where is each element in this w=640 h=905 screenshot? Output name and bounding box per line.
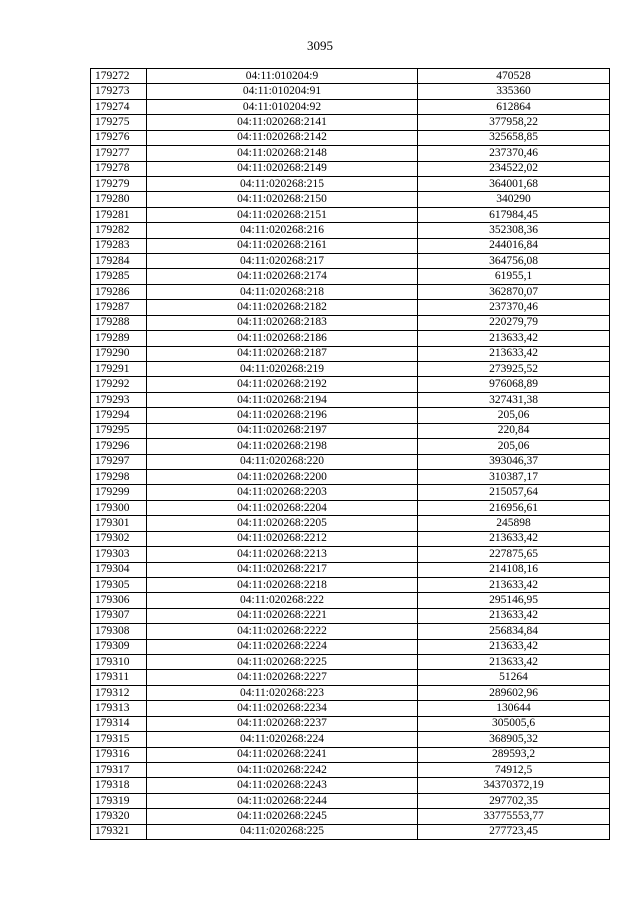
row-number-cell: 179283: [91, 238, 147, 253]
value-cell: 297702,35: [418, 793, 610, 808]
table-row: [91, 732, 610, 747]
value-cell: 325658,85: [418, 130, 610, 145]
row-number-cell: 179278: [91, 161, 147, 176]
cadastral-number-cell: 04:11:020268:219: [147, 362, 418, 377]
value-cell: 213633,42: [418, 346, 610, 361]
cadastral-number-cell: 04:11:020268:223: [147, 685, 418, 700]
table-row: [91, 593, 610, 608]
value-cell: 244016,84: [418, 238, 610, 253]
row-number-cell: 179293: [91, 392, 147, 407]
cadastral-number-cell: 04:11:020268:2222: [147, 624, 418, 639]
cadastral-number-cell: 04:11:020268:216: [147, 223, 418, 238]
table-row: [91, 176, 610, 191]
row-number-cell: 179315: [91, 732, 147, 747]
table-row: [91, 269, 610, 284]
row-number-cell: 179276: [91, 130, 147, 145]
table-row: [91, 454, 610, 469]
row-number-cell: 179316: [91, 747, 147, 762]
row-number-cell: 179299: [91, 485, 147, 500]
row-number-cell: 179317: [91, 762, 147, 777]
table-row: [91, 577, 610, 592]
row-number-cell: 179308: [91, 624, 147, 639]
table-row: [91, 608, 610, 623]
value-cell: 310387,17: [418, 469, 610, 484]
value-cell: 237370,46: [418, 300, 610, 315]
value-cell: 130644: [418, 701, 610, 716]
cadastral-number-cell: 04:11:020268:2194: [147, 392, 418, 407]
row-number-cell: 179280: [91, 192, 147, 207]
value-cell: 273925,52: [418, 362, 610, 377]
table-row: [91, 469, 610, 484]
row-number-cell: 179298: [91, 469, 147, 484]
cadastral-number-cell: 04:11:020268:2183: [147, 315, 418, 330]
row-number-cell: 179291: [91, 362, 147, 377]
table-row: [91, 423, 610, 438]
cadastral-number-cell: 04:11:020268:2197: [147, 423, 418, 438]
table-row: [91, 562, 610, 577]
table-row: [91, 408, 610, 423]
value-cell: 213633,42: [418, 608, 610, 623]
table-row: [91, 701, 610, 716]
value-cell: 368905,32: [418, 732, 610, 747]
value-cell: 256834,84: [418, 624, 610, 639]
cadastral-number-cell: 04:11:020268:2224: [147, 639, 418, 654]
value-cell: 277723,45: [418, 824, 610, 839]
row-number-cell: 179310: [91, 655, 147, 670]
value-cell: 364756,08: [418, 254, 610, 269]
table-row: [91, 639, 610, 654]
cadastral-value-table: [90, 68, 610, 840]
value-cell: 34370372,19: [418, 778, 610, 793]
row-number-cell: 179319: [91, 793, 147, 808]
row-number-cell: 179279: [91, 176, 147, 191]
value-cell: 33775553,77: [418, 809, 610, 824]
row-number-cell: 179305: [91, 577, 147, 592]
cadastral-number-cell: 04:11:020268:2243: [147, 778, 418, 793]
table-row: [91, 84, 610, 99]
value-cell: 205,06: [418, 439, 610, 454]
table-row: [91, 685, 610, 700]
cadastral-number-cell: 04:11:010204:9: [147, 69, 418, 84]
cadastral-number-cell: 04:11:020268:215: [147, 176, 418, 191]
row-number-cell: 179309: [91, 639, 147, 654]
table-row: [91, 331, 610, 346]
cadastral-number-cell: 04:11:020268:2187: [147, 346, 418, 361]
row-number-cell: 179302: [91, 531, 147, 546]
value-cell: 305005,6: [418, 716, 610, 731]
row-number-cell: 179292: [91, 377, 147, 392]
row-number-cell: 179288: [91, 315, 147, 330]
table-row: [91, 254, 610, 269]
row-number-cell: 179320: [91, 809, 147, 824]
value-cell: 393046,37: [418, 454, 610, 469]
table-row: [91, 192, 610, 207]
row-number-cell: 179289: [91, 331, 147, 346]
table-row: [91, 547, 610, 562]
value-cell: 220,84: [418, 423, 610, 438]
table-row: [91, 655, 610, 670]
table-row: [91, 362, 610, 377]
cadastral-number-cell: 04:11:020268:2149: [147, 161, 418, 176]
row-number-cell: 179321: [91, 824, 147, 839]
cadastral-number-cell: 04:11:020268:2225: [147, 655, 418, 670]
row-number-cell: 179287: [91, 300, 147, 315]
cadastral-number-cell: 04:11:020268:2151: [147, 207, 418, 222]
value-cell: 377958,22: [418, 115, 610, 130]
row-number-cell: 179303: [91, 547, 147, 562]
cadastral-number-cell: 04:11:020268:2217: [147, 562, 418, 577]
row-number-cell: 179295: [91, 423, 147, 438]
table-row: [91, 392, 610, 407]
table-row: [91, 793, 610, 808]
value-cell: 289602,96: [418, 685, 610, 700]
cadastral-number-cell: 04:11:020268:2161: [147, 238, 418, 253]
row-number-cell: 179284: [91, 254, 147, 269]
cadastral-number-cell: 04:11:020268:217: [147, 254, 418, 269]
table-row: [91, 516, 610, 531]
table-body: [91, 69, 610, 840]
row-number-cell: 179286: [91, 284, 147, 299]
table-row: [91, 315, 610, 330]
row-number-cell: 179294: [91, 408, 147, 423]
row-number-cell: 179274: [91, 99, 147, 114]
row-number-cell: 179300: [91, 500, 147, 515]
value-cell: 352308,36: [418, 223, 610, 238]
cadastral-number-cell: 04:11:020268:2150: [147, 192, 418, 207]
cadastral-number-cell: 04:11:020268:2142: [147, 130, 418, 145]
cadastral-number-cell: 04:11:020268:224: [147, 732, 418, 747]
cadastral-number-cell: 04:11:010204:91: [147, 84, 418, 99]
row-number-cell: 179307: [91, 608, 147, 623]
cadastral-number-cell: 04:11:020268:2174: [147, 269, 418, 284]
table-row: [91, 300, 610, 315]
cadastral-number-cell: 04:11:020268:2200: [147, 469, 418, 484]
value-cell: 327431,38: [418, 392, 610, 407]
table-row: [91, 346, 610, 361]
value-cell: 213633,42: [418, 655, 610, 670]
value-cell: 227875,65: [418, 547, 610, 562]
value-cell: 976068,89: [418, 377, 610, 392]
row-number-cell: 179312: [91, 685, 147, 700]
value-cell: 364001,68: [418, 176, 610, 191]
row-number-cell: 179285: [91, 269, 147, 284]
cadastral-number-cell: 04:11:020268:2148: [147, 146, 418, 161]
table-row: [91, 146, 610, 161]
cadastral-number-cell: 04:11:020268:2227: [147, 670, 418, 685]
value-cell: 61955,1: [418, 269, 610, 284]
table-row: [91, 778, 610, 793]
page-number: 3095: [307, 38, 333, 53]
value-cell: 214108,16: [418, 562, 610, 577]
value-cell: 470528: [418, 69, 610, 84]
row-number-cell: 179282: [91, 223, 147, 238]
value-cell: 213633,42: [418, 577, 610, 592]
row-number-cell: 179273: [91, 84, 147, 99]
value-cell: 245898: [418, 516, 610, 531]
value-cell: 215057,64: [418, 485, 610, 500]
cadastral-number-cell: 04:11:020268:2196: [147, 408, 418, 423]
cadastral-number-cell: 04:11:020268:2213: [147, 547, 418, 562]
value-cell: 213633,42: [418, 639, 610, 654]
cadastral-number-cell: 04:11:020268:2198: [147, 439, 418, 454]
row-number-cell: 179275: [91, 115, 147, 130]
cadastral-number-cell: 04:11:020268:2192: [147, 377, 418, 392]
table-row: [91, 439, 610, 454]
value-cell: 234522,02: [418, 161, 610, 176]
value-cell: 335360: [418, 84, 610, 99]
row-number-cell: 179290: [91, 346, 147, 361]
table-row: [91, 99, 610, 114]
row-number-cell: 179314: [91, 716, 147, 731]
cadastral-number-cell: 04:11:020268:2186: [147, 331, 418, 346]
table-row: [91, 284, 610, 299]
cadastral-number-cell: 04:11:020268:2204: [147, 500, 418, 515]
value-cell: 213633,42: [418, 531, 610, 546]
row-number-cell: 179311: [91, 670, 147, 685]
cadastral-number-cell: 04:11:020268:2218: [147, 577, 418, 592]
table-row: [91, 531, 610, 546]
value-cell: 213633,42: [418, 331, 610, 346]
cadastral-number-cell: 04:11:020268:2245: [147, 809, 418, 824]
cadastral-number-cell: 04:11:020268:2221: [147, 608, 418, 623]
value-cell: 220279,79: [418, 315, 610, 330]
row-number-cell: 179318: [91, 778, 147, 793]
table-row: [91, 69, 610, 84]
row-number-cell: 179281: [91, 207, 147, 222]
table-row: [91, 207, 610, 222]
table-row: [91, 238, 610, 253]
cadastral-number-cell: 04:11:020268:2237: [147, 716, 418, 731]
value-cell: 362870,07: [418, 284, 610, 299]
row-number-cell: 179313: [91, 701, 147, 716]
table-row: [91, 485, 610, 500]
row-number-cell: 179301: [91, 516, 147, 531]
table-row: [91, 716, 610, 731]
value-cell: 216956,61: [418, 500, 610, 515]
table-row: [91, 762, 610, 777]
value-cell: 612864: [418, 99, 610, 114]
value-cell: 289593,2: [418, 747, 610, 762]
row-number-cell: 179272: [91, 69, 147, 84]
table-row: [91, 115, 610, 130]
cadastral-number-cell: 04:11:020268:2205: [147, 516, 418, 531]
cadastral-number-cell: 04:11:020268:2242: [147, 762, 418, 777]
row-number-cell: 179304: [91, 562, 147, 577]
value-cell: 205,06: [418, 408, 610, 423]
table-row: [91, 377, 610, 392]
value-cell: 237370,46: [418, 146, 610, 161]
cadastral-number-cell: 04:11:010204:92: [147, 99, 418, 114]
row-number-cell: 179296: [91, 439, 147, 454]
table-row: [91, 500, 610, 515]
cadastral-number-cell: 04:11:020268:2141: [147, 115, 418, 130]
cadastral-number-cell: 04:11:020268:225: [147, 824, 418, 839]
cadastral-number-cell: 04:11:020268:2203: [147, 485, 418, 500]
cadastral-number-cell: 04:11:020268:2234: [147, 701, 418, 716]
cadastral-number-cell: 04:11:020268:218: [147, 284, 418, 299]
value-cell: 340290: [418, 192, 610, 207]
cadastral-number-cell: 04:11:020268:2212: [147, 531, 418, 546]
cadastral-number-cell: 04:11:020268:222: [147, 593, 418, 608]
row-number-cell: 179306: [91, 593, 147, 608]
table-row: [91, 824, 610, 839]
value-cell: 617984,45: [418, 207, 610, 222]
table-row: [91, 670, 610, 685]
cadastral-number-cell: 04:11:020268:2244: [147, 793, 418, 808]
value-cell: 51264: [418, 670, 610, 685]
table-row: [91, 223, 610, 238]
cadastral-number-cell: 04:11:020268:2241: [147, 747, 418, 762]
table-row: [91, 624, 610, 639]
table-row: [91, 747, 610, 762]
row-number-cell: 179297: [91, 454, 147, 469]
table-row: [91, 161, 610, 176]
cadastral-number-cell: 04:11:020268:2182: [147, 300, 418, 315]
table-row: [91, 809, 610, 824]
table-row: [91, 130, 610, 145]
value-cell: 74912,5: [418, 762, 610, 777]
value-cell: 295146,95: [418, 593, 610, 608]
row-number-cell: 179277: [91, 146, 147, 161]
cadastral-number-cell: 04:11:020268:220: [147, 454, 418, 469]
